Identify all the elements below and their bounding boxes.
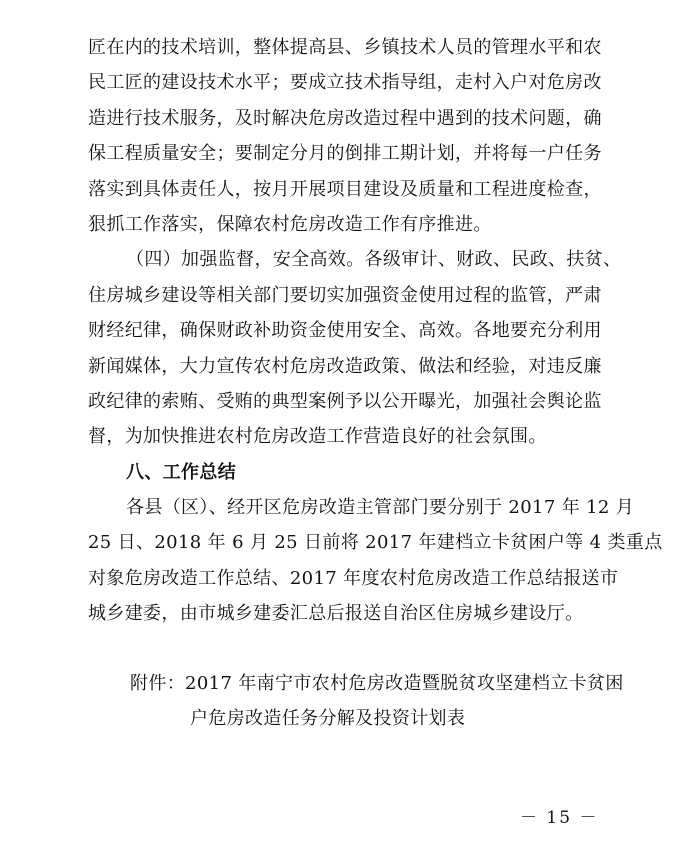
attachment-line-2: 户危房改造任务分解及投资计划表: [190, 708, 466, 730]
page-number: － 15 －: [520, 808, 599, 828]
text-line: 新闻媒体，大力宣传农村危房改造政策、做法和经验，对违反廉: [88, 355, 602, 377]
text-line: 对象危房改造工作总结、2017 年度农村危房改造工作总结报送市: [88, 567, 619, 589]
text-line: 财经纪律，确保财政补助资金使用安全、高效。各地要充分利用: [88, 320, 602, 342]
text-line: 25 日、2018 年 6 月 25 日前将 2017 年建档立卡贫困户等 4 类重点: [88, 532, 663, 554]
section-heading-work-summary: 八、工作总结: [126, 461, 237, 483]
attachment-line-1: 附件：2017 年南宁市农村危房改造暨脱贫攻坚建档立卡贫困: [130, 673, 624, 694]
text-line: 民工匠的建设技术水平；要成立技术指导组，走村入户对危房改: [88, 72, 602, 94]
text-line: 造进行技术服务，及时解决危房改造过程中遇到的技术问题，确: [88, 107, 602, 129]
text-line: 政纪律的索贿、受贿的典型案例予以公开曝光，加强社会舆论监: [88, 390, 602, 412]
summary-first-line: 各县（区）、经开区危房改造主管部门要分别于 2017 年 12 月: [126, 497, 635, 519]
text-line: 住房城乡建设等相关部门要切实加强资金使用过程的监管，严肃: [88, 284, 602, 306]
text-line: 城乡建委，由市城乡建委汇总后报送自治区住房城乡建设厅。: [88, 603, 584, 625]
attachment-note: [130, 666, 624, 737]
text-line: 匠在内的技术培训，整体提高县、乡镇技术人员的管理水平和农: [88, 37, 602, 58]
section-four-first-line: （四）加强监督，安全高效。各级审计、财政、民政、扶贫、: [126, 249, 622, 271]
text-line: 狠抓工作落实，保障农村危房改造工作有序推进。: [88, 213, 492, 235]
text-line: 落实到具体责任人，按月开展项目建设及质量和工程进度检查，: [88, 178, 602, 200]
text-line: 保工程质量安全；要制定分月的倒排工期计划，并将每一户任务: [88, 143, 602, 165]
body-text: [88, 30, 663, 632]
text-line: 督，为加快推进农村危房改造工作营造良好的社会氛围。: [88, 426, 547, 448]
